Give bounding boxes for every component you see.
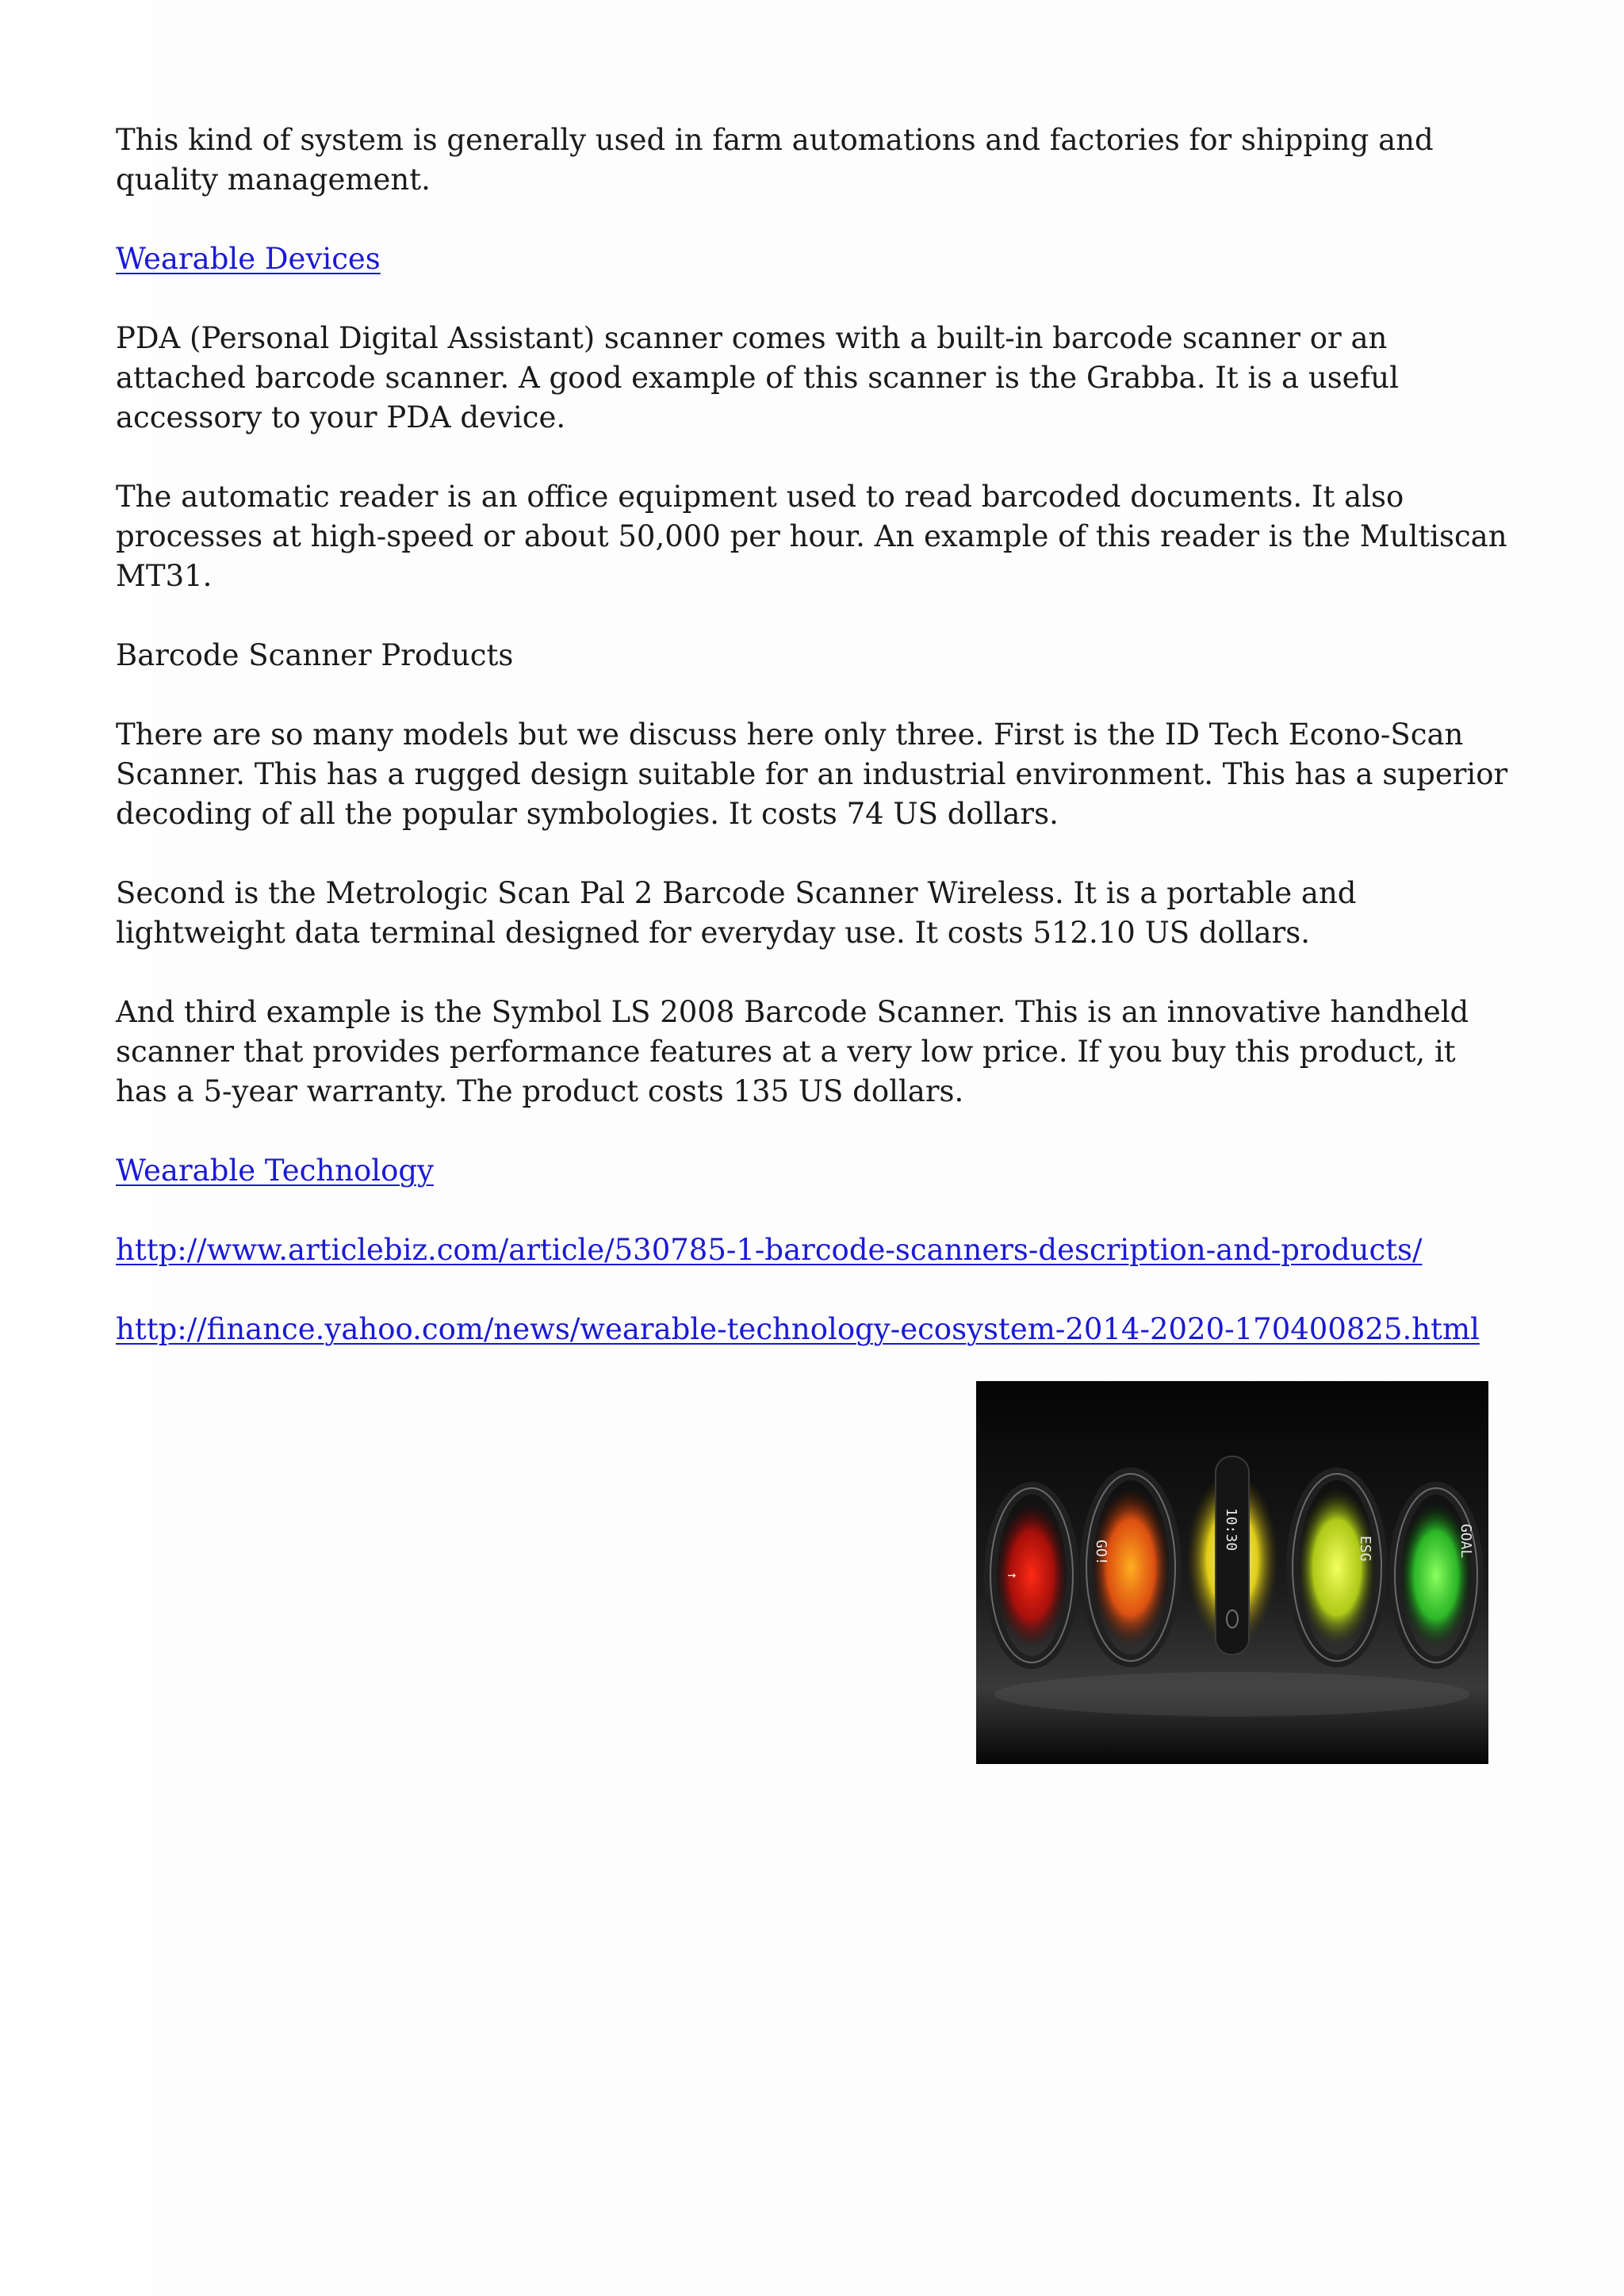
articlebiz-paragraph	[116, 1230, 1511, 1270]
products-heading: Barcode Scanner Products	[116, 638, 514, 672]
band-display-text: GOAL	[1457, 1524, 1474, 1559]
wearable-devices-paragraph	[116, 239, 1511, 279]
wearable-technology-paragraph	[116, 1151, 1511, 1191]
paragraph-third-model: And third example is the Symbol LS 2008 Barcode Scanner. This is an innovative handheld scanner that provides performance features at a very low price. If you buy this product, it has a 5-year warranty. The product costs 135 US dollars.	[116, 995, 1469, 1108]
articlebiz-url-link[interactable]: http://www.articlebiz.com/article/530785-1-barcode-scanners-description-and-products/	[116, 1233, 1423, 1267]
band-orange	[1086, 1474, 1175, 1661]
yahoo-paragraph	[116, 1310, 1511, 1349]
paragraph-automatic-reader: The automatic reader is an office equipment used to read barcoded documents. It also processes at high-speed or about 50,000 per hour. An example of this reader is the Multiscan MT31.	[116, 480, 1507, 593]
paragraph-intro: This kind of system is generally used in farm automations and factories for shipping and quality management.	[116, 123, 1434, 197]
paragraph-models-intro: There are so many models but we discuss here only three. First is the ID Tech Econo-Scan Scanner. This has a rugged design suitable for an industrial environment. This has a superior decoding of all the popular symbologies. It costs 74 US dollars.	[116, 718, 1508, 831]
band-display-text: 10:30	[1223, 1508, 1239, 1552]
band-green	[1395, 1488, 1477, 1663]
paragraph-pda: PDA (Personal Digital Assistant) scanner comes with a built-in barcode scanner or an attached barcode scanner. A good example of this scanner is the Grabba. It is a useful accessory to your PDA device.	[116, 321, 1399, 434]
band-display-text: GO!	[1093, 1540, 1109, 1566]
band-lime	[1293, 1474, 1381, 1661]
wearable-technology-link[interactable]: Wearable Technology	[116, 1154, 434, 1188]
wearable-bands-photo	[976, 1381, 1488, 1764]
band-display-text: ↑	[1004, 1571, 1021, 1580]
document-body	[116, 121, 1511, 1389]
paragraph-second-model: Second is the Metrologic Scan Pal 2 Barcode Scanner Wireless. It is a portable and lightweight data terminal designed for everyday use. It costs 512.10 US dollars.	[116, 876, 1357, 950]
wearable-devices-link[interactable]: Wearable Devices	[116, 242, 381, 276]
yahoo-url-link[interactable]: http://finance.yahoo.com/news/wearable-technology-ecosystem-2014-2020-170400825.html	[116, 1312, 1480, 1346]
band-display-text: ESG	[1357, 1536, 1373, 1562]
band-red	[990, 1488, 1073, 1663]
